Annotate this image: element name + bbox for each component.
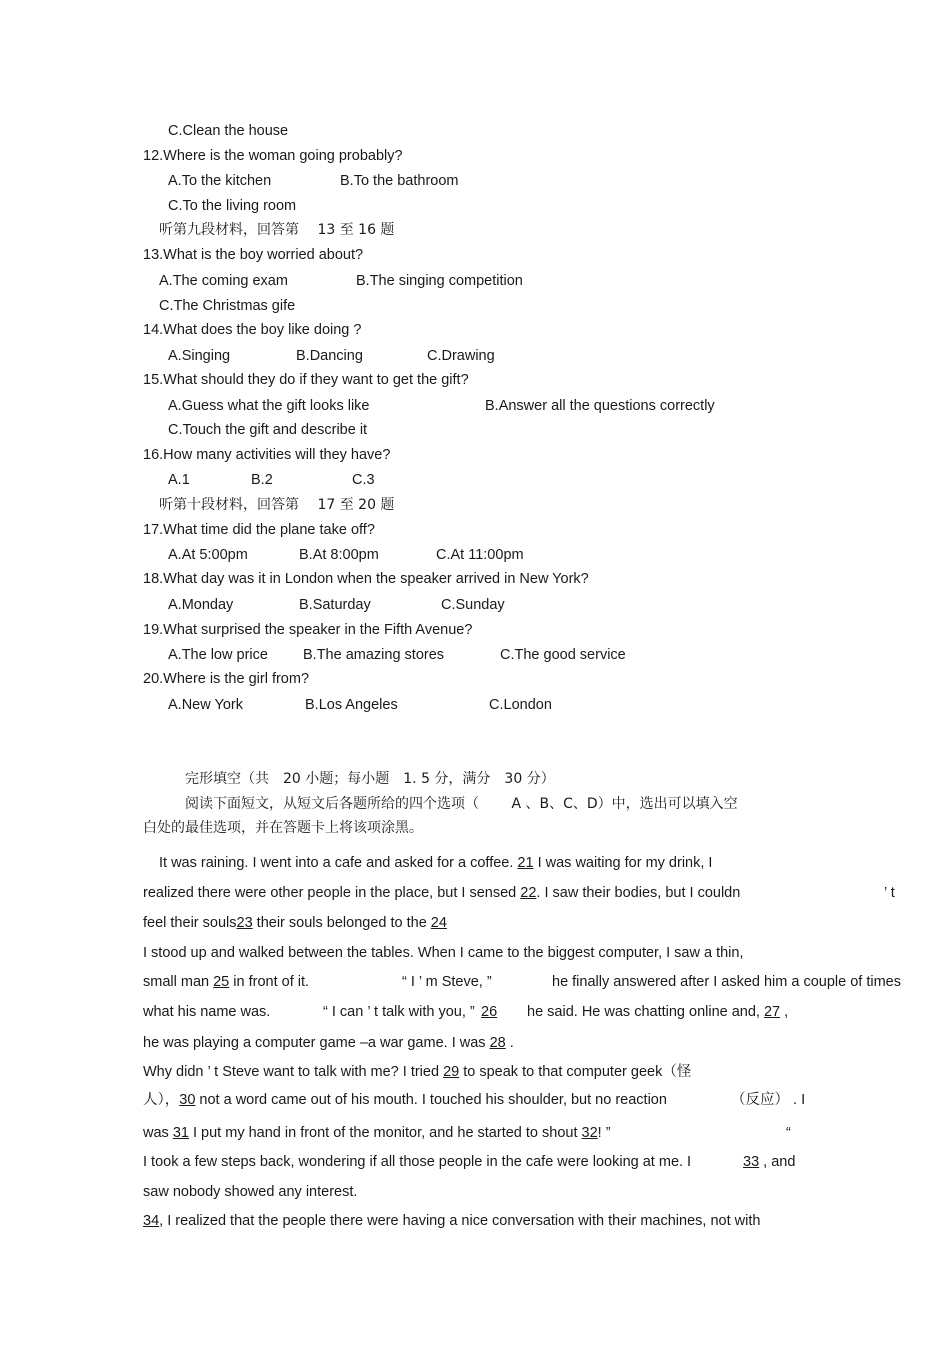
passage-line-1 <box>159 854 712 872</box>
q18-option-a: A.Monday <box>168 597 234 613</box>
q18-option-b: B.Saturday <box>299 597 371 613</box>
passage-text: , and <box>763 1154 796 1170</box>
passage-text: was <box>143 1125 173 1141</box>
passage-text: feel their souls <box>143 915 237 931</box>
q16-option-a: A.1 <box>168 472 190 488</box>
blank-30: 30 <box>179 1092 196 1108</box>
passage-text: in front of it. <box>229 974 310 990</box>
cant-talk-quote: “ I can ’ t talk with you, ” <box>323 1004 475 1020</box>
blank-32: 32 <box>581 1125 598 1141</box>
passage-line-11-end <box>743 1153 795 1171</box>
blank-28: 28 <box>489 1035 506 1051</box>
passage-text: not a word came out of his mouth. I touched his shoulder, but no reaction <box>195 1092 667 1108</box>
passage-text: ! ” <box>597 1125 611 1141</box>
blank-24: 24 <box>430 915 447 931</box>
blank-31: 31 <box>172 1125 189 1141</box>
q14-option-b: B.Dancing <box>296 348 363 364</box>
q14-option-c: C.Drawing <box>427 348 495 364</box>
passage-text: he said. He was chatting online and, <box>527 1004 764 1020</box>
q19-option-a: A.The low price <box>168 647 268 663</box>
blank-25: 25 <box>213 974 230 990</box>
q13-stem: 13.What is the boy worried about? <box>143 247 364 263</box>
passage-line-13 <box>143 1212 760 1230</box>
q12-option-c: C.To the living room <box>168 198 297 214</box>
passage-text: realized there were other people in the place, but I sensed <box>143 885 521 901</box>
q12-option-b: B.To the bathroom <box>340 173 459 189</box>
q13-option-c: C.The Christmas gife <box>159 298 296 314</box>
passage-text: to speak to that computer geek（怪 <box>459 1064 692 1080</box>
passage-text: It was raining. I went into a cafe and asked for a coffee. <box>159 855 518 871</box>
q12-stem: 12.Where is the woman going probably? <box>143 148 403 164</box>
passage-text: . <box>509 1035 514 1051</box>
passage-line-5 <box>143 973 309 991</box>
section-9-heading: 听第九段材料，回答第 13 至 16 题 <box>159 222 395 238</box>
q20-option-a: A.New York <box>168 697 243 713</box>
q16-option-c: C.3 <box>352 472 375 488</box>
blank-34: 34 <box>143 1213 160 1229</box>
q19-option-c: C.The good service <box>500 647 626 663</box>
passage-text: their souls belonged to the <box>252 915 431 931</box>
q17-option-c: C.At 11:00pm <box>436 547 524 563</box>
passage-line-11: I took a few steps back, wondering if all those people in the cafe were looking at me. I <box>143 1154 692 1170</box>
q20-option-c: C.London <box>489 697 552 713</box>
q13-option-a: A.The coming exam <box>159 273 288 289</box>
q18-stem: 18.What day was it in London when the speaker arrived in New York? <box>143 571 589 587</box>
passage-line-2-end: ’ t <box>884 885 895 901</box>
passage-text: , <box>784 1004 789 1020</box>
passage-line-6-mid <box>527 1003 788 1021</box>
q15-stem: 15.What should they do if they want to get the gift? <box>143 372 469 388</box>
q16-option-b: B.2 <box>251 472 273 488</box>
q17-option-b: B.At 8:00pm <box>299 547 379 563</box>
section-10-heading: 听第十段材料，回答第 17 至 20 题 <box>159 497 395 513</box>
passage-text: Why didn ’ t Steve want to talk with me? I tried <box>143 1064 444 1080</box>
q15-option-a: A.Guess what the gift looks like <box>168 398 370 414</box>
q17-option-a: A.At 5:00pm <box>168 547 248 563</box>
passage-text: he was playing a computer game –a war game. I was <box>143 1035 490 1051</box>
q14-option-a: A.Singing <box>168 348 231 364</box>
q17-stem: 17.What time did the plane take off? <box>143 522 375 538</box>
q18-option-c: C.Sunday <box>441 597 505 613</box>
blank-29: 29 <box>443 1064 460 1080</box>
q19-stem: 19.What surprised the speaker in the Fifth Avenue? <box>143 622 473 638</box>
passage-line-3 <box>143 914 447 932</box>
q20-option-b: B.Los Angeles <box>305 697 398 713</box>
q19-option-b: B.The amazing stores <box>303 647 445 663</box>
passage-line-10 <box>143 1124 611 1142</box>
q11-option-c: C.Clean the house <box>168 123 289 139</box>
blank-22: 22 <box>520 885 537 901</box>
passage-text: . I saw their bodies, but I couldn <box>536 885 741 901</box>
q13-option-b: B.The singing competition <box>356 273 523 289</box>
q14-stem: 14.What does the boy like doing ? <box>143 322 362 338</box>
passage-line-7 <box>143 1034 514 1052</box>
passage-line-12: saw nobody showed any interest. <box>143 1184 358 1200</box>
passage-text: I put my hand in front of the monitor, and he started to shout <box>188 1125 582 1141</box>
passage-text: 人）， <box>143 1092 180 1108</box>
blank-26: 26 <box>481 1004 498 1020</box>
blank-27: 27 <box>763 1004 781 1020</box>
passage-line-6: what his name was. <box>143 1004 271 1020</box>
q20-stem: 20.Where is the girl from? <box>143 671 310 687</box>
passage-text: , I realized that the people there were having a nice conversation with their machines, not with <box>159 1213 761 1229</box>
q15-option-c: C.Touch the gift and describe it <box>168 422 368 438</box>
passage-line-2 <box>143 884 740 902</box>
blank-21: 21 <box>517 855 534 871</box>
passage-line-9 <box>143 1091 667 1109</box>
q12-option-a: A.To the kitchen <box>168 173 272 189</box>
passage-line-5-end: he finally answered after I asked him a couple of times <box>552 974 901 990</box>
passage-line-4: I stood up and walked between the tables. When I came to the biggest computer, I saw a thin, <box>143 945 744 961</box>
passage-line-8 <box>143 1063 691 1081</box>
passage-text: small man <box>143 974 214 990</box>
cloze-instruction-line1: 阅读下面短文，从短文后各题所给的四个选项（ A 、B、C、D）中，选出可以填入空 <box>185 796 738 812</box>
blank-33: 33 <box>743 1154 760 1170</box>
q16-stem: 16.How many activities will they have? <box>143 447 391 463</box>
steve-quote: “ I ’ m Steve, ” <box>402 974 492 990</box>
q15-option-b: B.Answer all the questions correctly <box>485 398 715 414</box>
cloze-instruction-line2: 白处的最佳选项，并在答题卡上将该项涂黑。 <box>143 820 423 836</box>
passage-line-10-end: “ <box>786 1125 791 1141</box>
passage-text: I was waiting for my drink, I <box>537 855 713 871</box>
passage-line-9-end: （反应） . I <box>731 1092 806 1108</box>
blank-23: 23 <box>236 915 253 931</box>
cloze-heading: 完形填空（共 20 小题；每小题 1. 5 分，满分 30 分） <box>185 771 555 787</box>
